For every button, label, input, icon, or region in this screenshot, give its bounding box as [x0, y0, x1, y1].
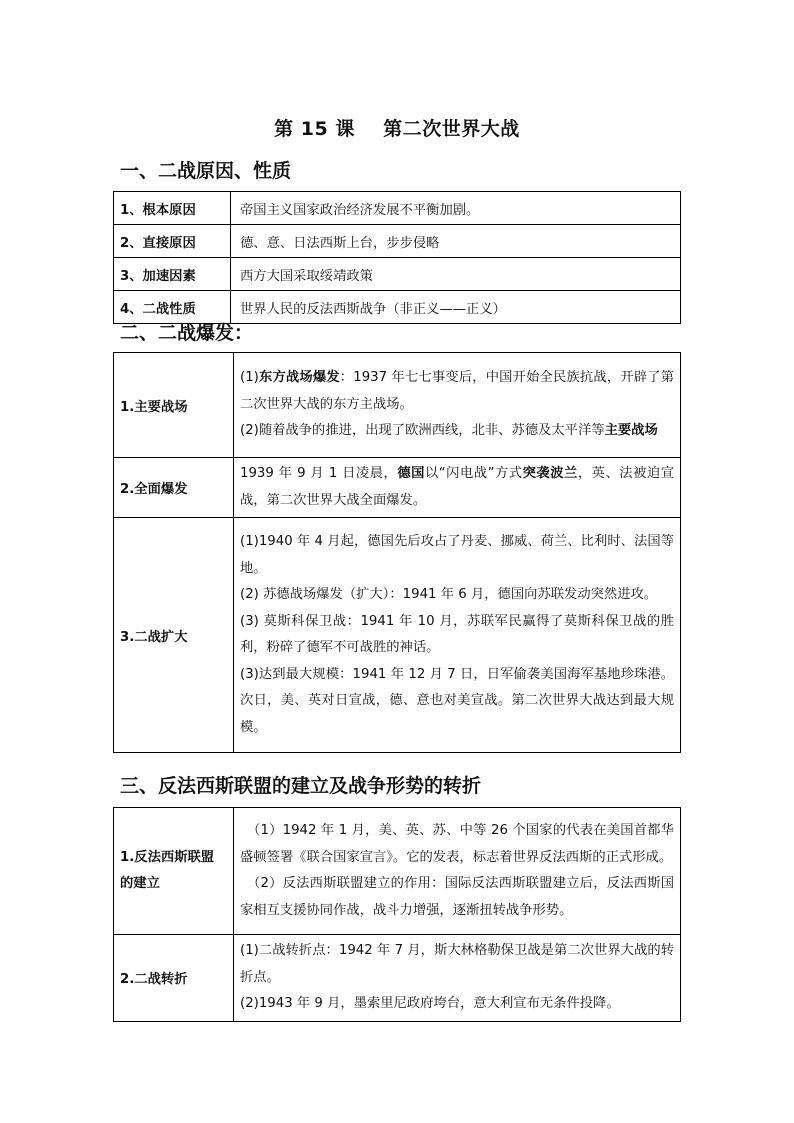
row-content [234, 353, 681, 458]
row-label: 1.主要战场 [114, 353, 234, 458]
row-content [234, 518, 681, 753]
table-row [114, 192, 681, 225]
paragraph [240, 461, 674, 514]
row-content [234, 458, 681, 518]
text: (1) [240, 370, 259, 386]
paragraph: （2）反法西斯联盟建立的作用：国际反法西斯联盟建立后，反法西斯国家相互支援协同作战，战斗力增强，逐渐扭转战争形势。 [240, 876, 674, 918]
row-content: 德、意、日法西斯上台，步步侵略 [231, 225, 681, 258]
paragraph: （1）1942 年 1 月，美、英、苏、中等 26 个国家的代表在美国首都华盛顿签署《联合国家宣言》。它的发表，标志着世界反法西斯的正式形成。 [240, 823, 674, 865]
text: ，英、法被迫宣战，第二次世界大战全面爆发。 [240, 466, 675, 508]
section-heading-alliance: 三、反法西斯联盟的建立及战争形势的转折 [120, 775, 482, 797]
bold-text: 突袭波兰 [522, 466, 578, 481]
text: (2)随着战争的推进，出现了欧洲西线，北非、苏德及太平洋等 [240, 423, 605, 439]
row-label: 1、根本原因 [114, 192, 231, 225]
row-label: 1.反法西斯联盟的建立 [114, 808, 234, 935]
table-row [114, 518, 681, 753]
paragraph: (3) 莫斯科保卫战：1941 年 10 月，苏联军民赢得了莫斯科保卫战的胜利，粉碎了德军不可战胜的神话。 [240, 613, 674, 655]
outbreak-table [113, 352, 681, 753]
row-content [234, 808, 681, 935]
row-content [234, 935, 681, 1022]
section-heading-causes: 一、二战原因、性质 [120, 160, 292, 182]
text: 1939 年 9 月 1 日凌晨， [240, 466, 398, 481]
page-title: 第 15 课 第二次世界大战 [274, 118, 520, 140]
row-label: 2、直接原因 [114, 225, 231, 258]
row-label: 2.二战转折 [114, 935, 234, 1022]
section-heading-outbreak: 二、二战爆发： [120, 322, 254, 344]
table-row [114, 353, 681, 458]
table-row [114, 225, 681, 258]
table-row [114, 935, 681, 1022]
paragraph [240, 418, 674, 445]
paragraph: (2)1943 年 9 月，墨索里尼政府垮台，意大利宣布无条件投降。 [240, 996, 620, 1011]
bold-text: 东方战场爆发 [258, 370, 340, 386]
paragraph: (3)达到最大规模：1941 年 12 月 7 日，日军偷袭美国海军基地珍珠港。次日，美、英对日宣战，德、意也对美宣战。第二次世界大战达到最大规模。 [240, 666, 674, 735]
row-label: 4、二战性质 [114, 291, 231, 324]
paragraph: (1)二战转折点：1942 年 7 月，斯大林格勒保卫战是第二次世界大战的转折点。 [240, 943, 674, 985]
text: ：1937 年七七事变后，中国开始全民族抗战，开辟了第二次世界大战的东方主战场。 [240, 370, 674, 412]
table-row [114, 808, 681, 935]
row-content: 西方大国采取绥靖政策 [231, 258, 681, 291]
paragraph: (2) 苏德战场爆发（扩大）：1941 年 6 月，德国向苏联发动突然进攻。 [240, 587, 658, 602]
table-row [114, 258, 681, 291]
bold-text: 主要战场 [604, 423, 658, 439]
row-label: 3、加速因素 [114, 258, 231, 291]
alliance-table [113, 807, 681, 1022]
bold-text: 德国 [397, 466, 425, 481]
causes-table [113, 191, 681, 324]
paragraph [240, 365, 674, 418]
table-row [114, 458, 681, 518]
row-label: 3.二战扩大 [114, 518, 234, 753]
row-label: 2.全面爆发 [114, 458, 234, 518]
row-content: 世界人民的反法西斯战争（非正义——正义） [231, 291, 681, 324]
paragraph: (1)1940 年 4 月起，德国先后攻占了丹麦、挪威、荷兰、比利时、法国等地。 [240, 534, 674, 576]
text: 以“闪电战”方式 [424, 466, 523, 481]
row-content: 帝国主义国家政治经济发展不平衡加剧。 [231, 192, 681, 225]
